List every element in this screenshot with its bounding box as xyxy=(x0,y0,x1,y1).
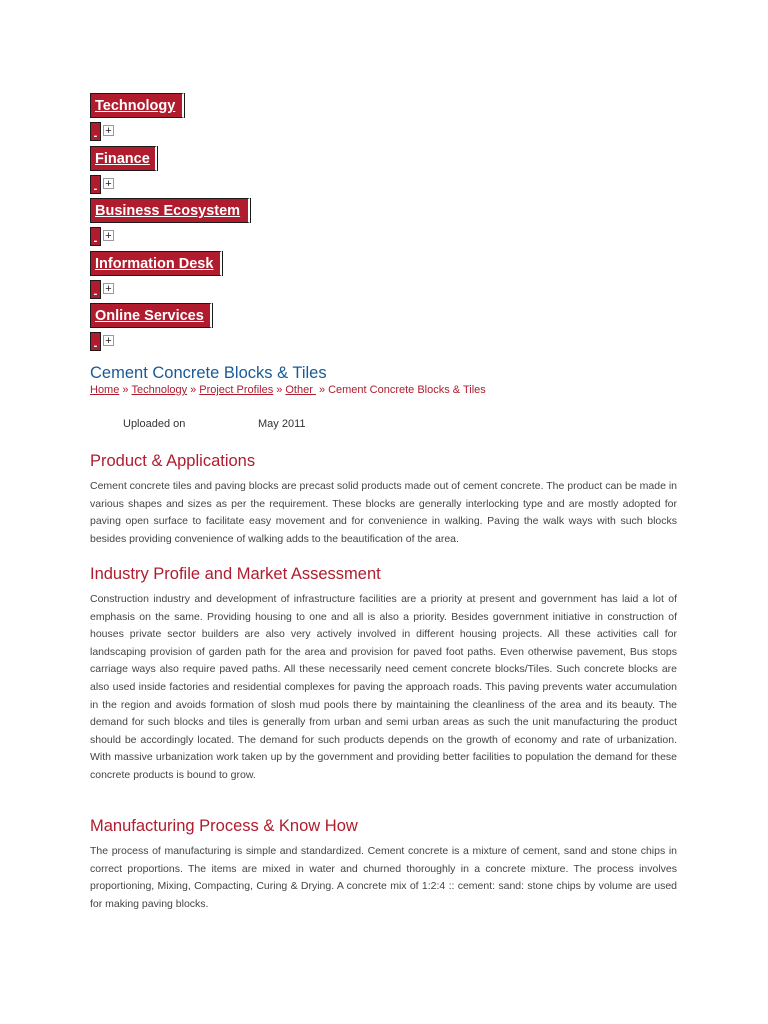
nav-link-technology[interactable] xyxy=(90,93,184,118)
breadcrumb-project-profiles[interactable]: Project Profiles xyxy=(199,384,274,396)
breadcrumb-separator: » xyxy=(276,384,283,396)
nav-item-information-desk xyxy=(90,251,390,304)
expand-plus-icon[interactable]: + xyxy=(103,125,114,136)
uploaded-label: Uploaded on xyxy=(123,418,186,430)
main-nav xyxy=(90,93,390,356)
nav-link-finance[interactable] xyxy=(90,146,157,171)
nav-label: Business Ecosystem xyxy=(95,203,241,220)
nav-label: Technology xyxy=(95,98,176,114)
breadcrumb-home[interactable]: Home xyxy=(90,384,120,396)
section-body-product-applications: Cement concrete tiles and paving blocks are precast solid products made out of cement concrete. The product can be made in various shapes and sizes as per the requirement. These blocks are generally interlocking type and are mostly adopted for paving open surface to facilitate easy movement and for convenience in walking. Paving the walk ways with such blocks besides providing convenience of walking adds to the beautification of the area. xyxy=(90,480,677,545)
breadcrumb-separator: » xyxy=(190,384,197,396)
nav-link-online-services[interactable] xyxy=(90,303,212,328)
nav-dash: - xyxy=(90,175,101,194)
nav-label: Information Desk xyxy=(95,255,214,272)
page-title: Cement Concrete Blocks & Tiles xyxy=(90,364,327,382)
section-heading-manufacturing-process: Manufacturing Process & Know How xyxy=(90,817,358,835)
nav-link-information-desk[interactable] xyxy=(90,251,222,276)
expand-plus-icon[interactable]: + xyxy=(103,178,114,189)
nav-item-online-services xyxy=(90,303,390,356)
expand-plus-icon[interactable]: + xyxy=(103,335,114,346)
nav-dash: - xyxy=(90,122,101,141)
nav-item-business-ecosystem xyxy=(90,198,390,251)
expand-plus-icon[interactable]: + xyxy=(103,283,114,294)
section-heading-product-applications: Product & Applications xyxy=(90,452,256,470)
section-body-industry-profile: Construction industry and development of infrastructure facilities are a priority at present and government has laid a lot of emphasis on the same. Providing housing to one and all is also a priority. Besides government initiative in construction of houses private sector builders are also very actively involved in different housing projects. All these activities call for landscaping provision of garden path for the area and provision for paved foot paths. Even otherwise pavement, Bus stops carriage ways also require paved paths. All these necessarily need cement concrete blocks/Tiles. Such concrete blocks are also used inside factories and residential complexes for paving the approach roads. This paving prevents water accumulation in the region and avoids formation of slosh mud pools there by maintaining the cleanliness of the area and its beauty. The demand for such blocks and tiles is generally from urban and semi urban areas as such the unit manufacturing the product should be accordingly located. The demand for such products depends on the growth of economy and rate of urbanization. With massive urbanization work taken up by the government and providing better facilities to population the demand for these concrete products is bound to grow. xyxy=(90,593,677,781)
expand-plus-icon[interactable]: + xyxy=(103,230,114,241)
breadcrumb-other[interactable]: Other xyxy=(285,384,316,396)
section-body-manufacturing-process: The process of manufacturing is simple and standardized. Cement concrete is a mixture of cement, sand and stone chips in correct proportions. The items are mixed in water and churned thoroughly in a concrete mixture. The process involves proportioning, Mixing, Compacting, Curing & Drying. A concrete mix of 1:2:4 :: cement: sand: stone chips by volume are used for making paving blocks. xyxy=(90,845,677,910)
breadcrumb xyxy=(90,384,486,396)
breadcrumb-separator: » xyxy=(318,384,326,396)
nav-dash: - xyxy=(90,227,101,246)
nav-item-technology xyxy=(90,93,390,146)
nav-label: Finance xyxy=(95,150,150,167)
nav-item-finance xyxy=(90,146,390,199)
breadcrumb-separator: » xyxy=(122,384,129,396)
nav-dash: - xyxy=(90,332,101,351)
uploaded-date: May 2011 xyxy=(258,418,306,430)
breadcrumb-technology[interactable]: Technology xyxy=(131,384,188,396)
nav-dash: - xyxy=(90,280,101,299)
breadcrumb-current: Cement Concrete Blocks & Tiles xyxy=(328,384,486,396)
nav-label: Online Services xyxy=(95,308,204,325)
section-heading-industry-profile: Industry Profile and Market Assessment xyxy=(90,565,381,583)
nav-link-business-ecosystem[interactable] xyxy=(90,198,250,223)
